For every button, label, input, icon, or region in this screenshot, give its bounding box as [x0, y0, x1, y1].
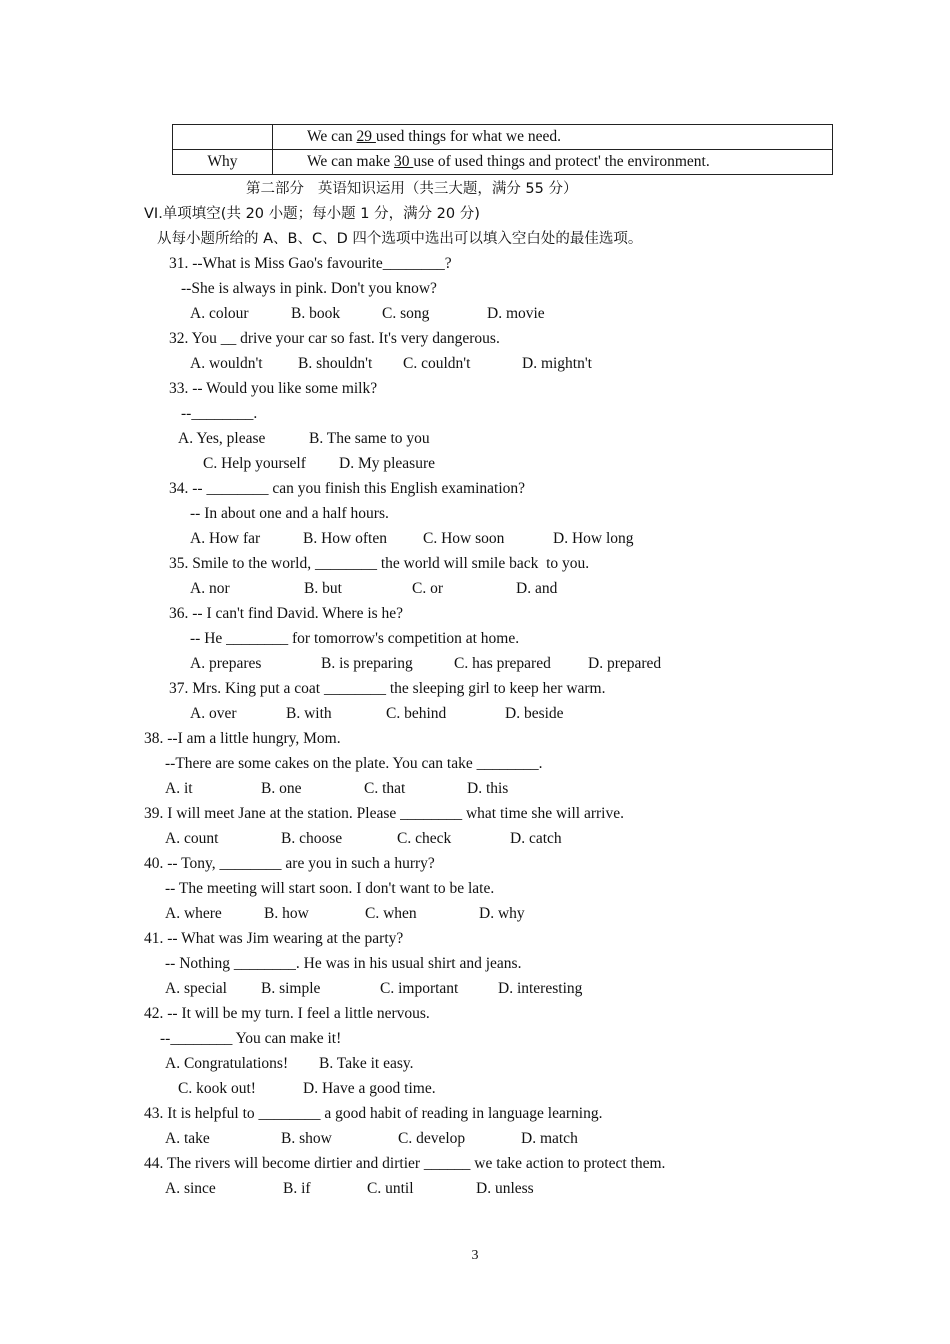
- option-c: C. kook out!: [178, 1080, 256, 1097]
- table-text: We can make: [307, 153, 394, 170]
- table-row-label: Why: [173, 150, 273, 175]
- option-a: A. prepares: [190, 655, 262, 672]
- question-42: 42. -- It will be my turn. I feel a little nervous.: [144, 1005, 430, 1022]
- question-31: 31. --What is Miss Gao's favourite________?: [169, 255, 452, 272]
- option-b: B. choose: [281, 830, 343, 847]
- option-c: C. that: [364, 780, 406, 797]
- option-d: D. and: [516, 580, 558, 597]
- option-d: D. My pleasure: [339, 455, 435, 472]
- option-a: A. Congratulations!: [165, 1055, 289, 1072]
- option-d: D. beside: [505, 705, 564, 722]
- section-instruction: 从每小题所给的 A、B、C、D 四个选项中选出可以填入空白处的最佳选项。: [157, 231, 643, 247]
- question-34: 34. -- ________ can you finish this English examination?: [169, 480, 526, 497]
- option-b: B. is preparing: [321, 655, 413, 672]
- option-d: D. match: [521, 1130, 578, 1147]
- answer-line: --There are some cakes on the plate. You can take ________.: [165, 755, 543, 772]
- answer-line: --________.: [181, 405, 258, 422]
- option-a: A. colour: [190, 305, 249, 322]
- option-b: B. how: [264, 905, 309, 922]
- option-c: C. important: [380, 980, 459, 997]
- option-c: C. song: [382, 305, 430, 322]
- question-43: 43. It is helpful to ________ a good habit of reading in language learning.: [144, 1105, 603, 1122]
- option-b: B. book: [291, 305, 341, 322]
- table-row-label: [173, 125, 273, 150]
- option-b: B. if: [283, 1180, 311, 1197]
- option-d: D. why: [479, 905, 525, 922]
- option-a: A. it: [165, 780, 193, 797]
- option-a: A. Yes, please: [178, 430, 266, 447]
- option-b: B. How often: [303, 530, 387, 547]
- blank-30: 30: [393, 153, 414, 170]
- blank-29: 29: [356, 128, 376, 145]
- option-c: C. has prepared: [454, 655, 551, 672]
- option-a: A. How far: [190, 530, 261, 547]
- summary-table: [172, 124, 833, 175]
- option-c: C. couldn't: [403, 355, 471, 372]
- option-a: A. take: [165, 1130, 210, 1147]
- question-41: 41. -- What was Jim wearing at the party?: [144, 930, 404, 947]
- table-text: We can: [307, 128, 357, 145]
- option-c: C. until: [367, 1180, 414, 1197]
- option-d: D. catch: [510, 830, 562, 847]
- option-b: B. shouldn't: [298, 355, 373, 372]
- option-c: C. behind: [386, 705, 447, 722]
- option-b: B. with: [286, 705, 332, 722]
- question-33: 33. -- Would you like some milk?: [169, 380, 378, 397]
- answer-line: -- He ________ for tomorrow's competition at home.: [190, 630, 520, 647]
- option-d: D. unless: [476, 1180, 534, 1197]
- option-d: D. this: [467, 780, 509, 797]
- section-title: VI.单项填空(共 20 小题；每小题 1 分，满分 20 分): [144, 206, 480, 222]
- option-d: D. How long: [553, 530, 634, 547]
- option-a: A. since: [165, 1180, 216, 1197]
- answer-line: -- In about one and a half hours.: [190, 505, 389, 522]
- option-a: A. where: [165, 905, 222, 922]
- part-heading: 第二部分 英语知识运用（共三大题，满分 55 分）: [246, 181, 578, 197]
- answer-line: -- Nothing ________. He was in his usual shirt and jeans.: [165, 955, 522, 972]
- question-38: 38. --I am a little hungry, Mom.: [144, 730, 341, 747]
- option-b: B. simple: [261, 980, 321, 997]
- table-text: used things for what we need.: [375, 128, 561, 145]
- option-a: A. over: [190, 705, 237, 722]
- question-40: 40. -- Tony, ________ are you in such a hurry?: [144, 855, 435, 872]
- table-row: [173, 150, 833, 175]
- question-39: 39. I will meet Jane at the station. Please ________ what time she will arrive.: [144, 805, 624, 822]
- table-text: use of used things and protect' the environment.: [413, 153, 710, 170]
- option-d: D. prepared: [588, 655, 662, 672]
- option-b: B. Take it easy.: [319, 1055, 414, 1072]
- option-c: C. when: [365, 905, 417, 922]
- question-35: 35. Smile to the world, ________ the world will smile back to you.: [169, 555, 590, 572]
- option-d: D. Have a good time.: [303, 1080, 436, 1097]
- option-a: A. wouldn't: [190, 355, 263, 372]
- option-c: C. Help yourself: [203, 455, 306, 472]
- option-a: A. special: [165, 980, 227, 997]
- question-36: 36. -- I can't find David. Where is he?: [169, 605, 404, 622]
- option-b: B. but: [304, 580, 342, 597]
- answer-line: --________ You can make it!: [160, 1030, 342, 1047]
- table-row: [173, 125, 833, 150]
- option-c: C. or: [412, 580, 443, 597]
- option-d: D. movie: [487, 305, 545, 322]
- option-c: C. develop: [398, 1130, 466, 1147]
- answer-line: --She is always in pink. Don't you know?: [181, 280, 437, 297]
- question-32: 32. You __ drive your car so fast. It's very dangerous.: [169, 330, 500, 347]
- option-b: B. one: [261, 780, 302, 797]
- answer-line: -- The meeting will start soon. I don't want to be late.: [165, 880, 495, 897]
- option-b: B. show: [281, 1130, 332, 1147]
- option-d: D. interesting: [498, 980, 583, 997]
- option-c: C. check: [397, 830, 452, 847]
- question-37: 37. Mrs. King put a coat ________ the sleeping girl to keep her warm.: [169, 680, 606, 697]
- table-row-content: [273, 150, 833, 175]
- question-44: 44. The rivers will become dirtier and dirtier ______ we take action to protect them.: [144, 1155, 666, 1172]
- option-d: D. mightn't: [522, 355, 592, 372]
- option-a: A. nor: [190, 580, 230, 597]
- table-row-content: [273, 125, 833, 150]
- option-a: A. count: [165, 830, 219, 847]
- page-number: 3: [471, 1248, 479, 1263]
- option-c: C. How soon: [423, 530, 505, 547]
- option-b: B. The same to you: [309, 430, 430, 447]
